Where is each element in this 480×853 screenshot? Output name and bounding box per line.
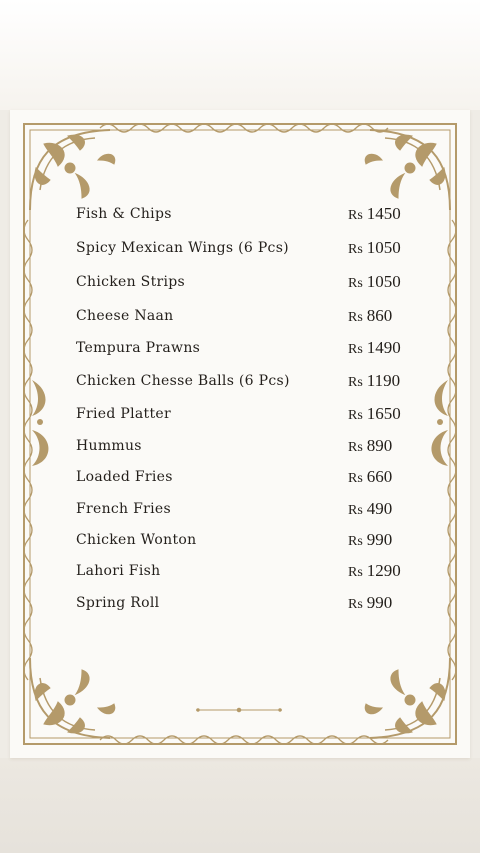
menu-item-price bbox=[348, 561, 406, 581]
currency-label: Rs bbox=[348, 242, 363, 257]
menu-item-price bbox=[348, 530, 406, 550]
menu-item-price bbox=[348, 204, 406, 224]
currency-label: Rs bbox=[348, 471, 363, 486]
price-amount: 860 bbox=[366, 306, 393, 325]
menu-item-price bbox=[348, 371, 406, 391]
price-amount: 1050 bbox=[366, 238, 401, 257]
menu-item bbox=[76, 271, 406, 293]
menu-item bbox=[76, 435, 406, 457]
price-amount: 990 bbox=[366, 593, 393, 612]
currency-label: Rs bbox=[348, 534, 363, 549]
price-amount: 1290 bbox=[366, 561, 401, 580]
menu-item-price bbox=[348, 404, 406, 424]
menu-item-name: Hummus bbox=[76, 438, 142, 454]
menu-item bbox=[76, 498, 406, 520]
menu-item-price bbox=[348, 306, 406, 326]
menu-item-price bbox=[348, 499, 406, 519]
menu-item-name: Lahori Fish bbox=[76, 563, 161, 579]
background-top bbox=[0, 0, 480, 110]
menu-item-name: Chicken Strips bbox=[76, 274, 186, 290]
menu-item-name: Loaded Fries bbox=[76, 469, 173, 485]
menu-item bbox=[76, 337, 406, 359]
left-border-scroll bbox=[24, 220, 32, 680]
menu-card bbox=[10, 110, 470, 758]
corner-ornament-bottom-right bbox=[365, 658, 450, 738]
corner-ornament-top-left bbox=[30, 130, 115, 210]
price-amount: 1190 bbox=[366, 371, 401, 390]
menu-item bbox=[76, 203, 406, 225]
currency-label: Rs bbox=[348, 565, 363, 580]
menu-item bbox=[76, 237, 406, 259]
currency-label: Rs bbox=[348, 408, 363, 423]
currency-label: Rs bbox=[348, 276, 363, 291]
currency-label: Rs bbox=[348, 342, 363, 357]
menu-item-name: Tempura Prawns bbox=[76, 340, 201, 356]
price-amount: 1050 bbox=[366, 272, 401, 291]
menu-item-name: Spicy Mexican Wings (6 Pcs) bbox=[76, 240, 289, 256]
price-amount: 1650 bbox=[366, 404, 401, 423]
corner-ornament-bottom-left bbox=[30, 658, 115, 738]
menu-item bbox=[76, 370, 406, 392]
menu-item-name: Chicken Wonton bbox=[76, 532, 197, 548]
bottom-border-scroll bbox=[100, 736, 388, 744]
menu-item-name: French Fries bbox=[76, 501, 171, 517]
side-ornament-left bbox=[32, 380, 49, 466]
currency-label: Rs bbox=[348, 597, 363, 612]
menu-item-name: Fried Platter bbox=[76, 406, 171, 422]
menu-item-price bbox=[348, 593, 406, 613]
menu-item-price bbox=[348, 272, 406, 292]
top-border-scroll bbox=[100, 124, 388, 132]
menu-item-name: Chicken Chesse Balls (6 Pcs) bbox=[76, 373, 290, 389]
menu-item-name: Spring Roll bbox=[76, 595, 160, 611]
bottom-divider bbox=[196, 708, 282, 712]
currency-label: Rs bbox=[348, 503, 363, 518]
menu-item bbox=[76, 529, 406, 551]
background-bottom bbox=[0, 758, 480, 853]
menu-item bbox=[76, 466, 406, 488]
price-amount: 890 bbox=[366, 436, 393, 455]
currency-label: Rs bbox=[348, 440, 363, 455]
menu-item-price bbox=[348, 338, 406, 358]
menu-item-name: Cheese Naan bbox=[76, 308, 174, 324]
menu-item bbox=[76, 592, 406, 614]
currency-label: Rs bbox=[348, 208, 363, 223]
menu-item-name: Fish & Chips bbox=[76, 206, 172, 222]
menu-item bbox=[76, 403, 406, 425]
menu-item-price bbox=[348, 467, 406, 487]
corner-ornament-top-right bbox=[365, 130, 450, 210]
side-ornament-right bbox=[432, 380, 449, 466]
currency-label: Rs bbox=[348, 310, 363, 325]
menu-item-price bbox=[348, 436, 406, 456]
price-amount: 490 bbox=[366, 499, 393, 518]
currency-label: Rs bbox=[348, 375, 363, 390]
menu-item bbox=[76, 560, 406, 582]
price-amount: 990 bbox=[366, 530, 393, 549]
menu-item-price bbox=[348, 238, 406, 258]
menu-item bbox=[76, 305, 406, 327]
price-amount: 660 bbox=[366, 467, 393, 486]
price-amount: 1450 bbox=[366, 204, 401, 223]
price-amount: 1490 bbox=[366, 338, 401, 357]
right-border-scroll bbox=[448, 220, 456, 680]
